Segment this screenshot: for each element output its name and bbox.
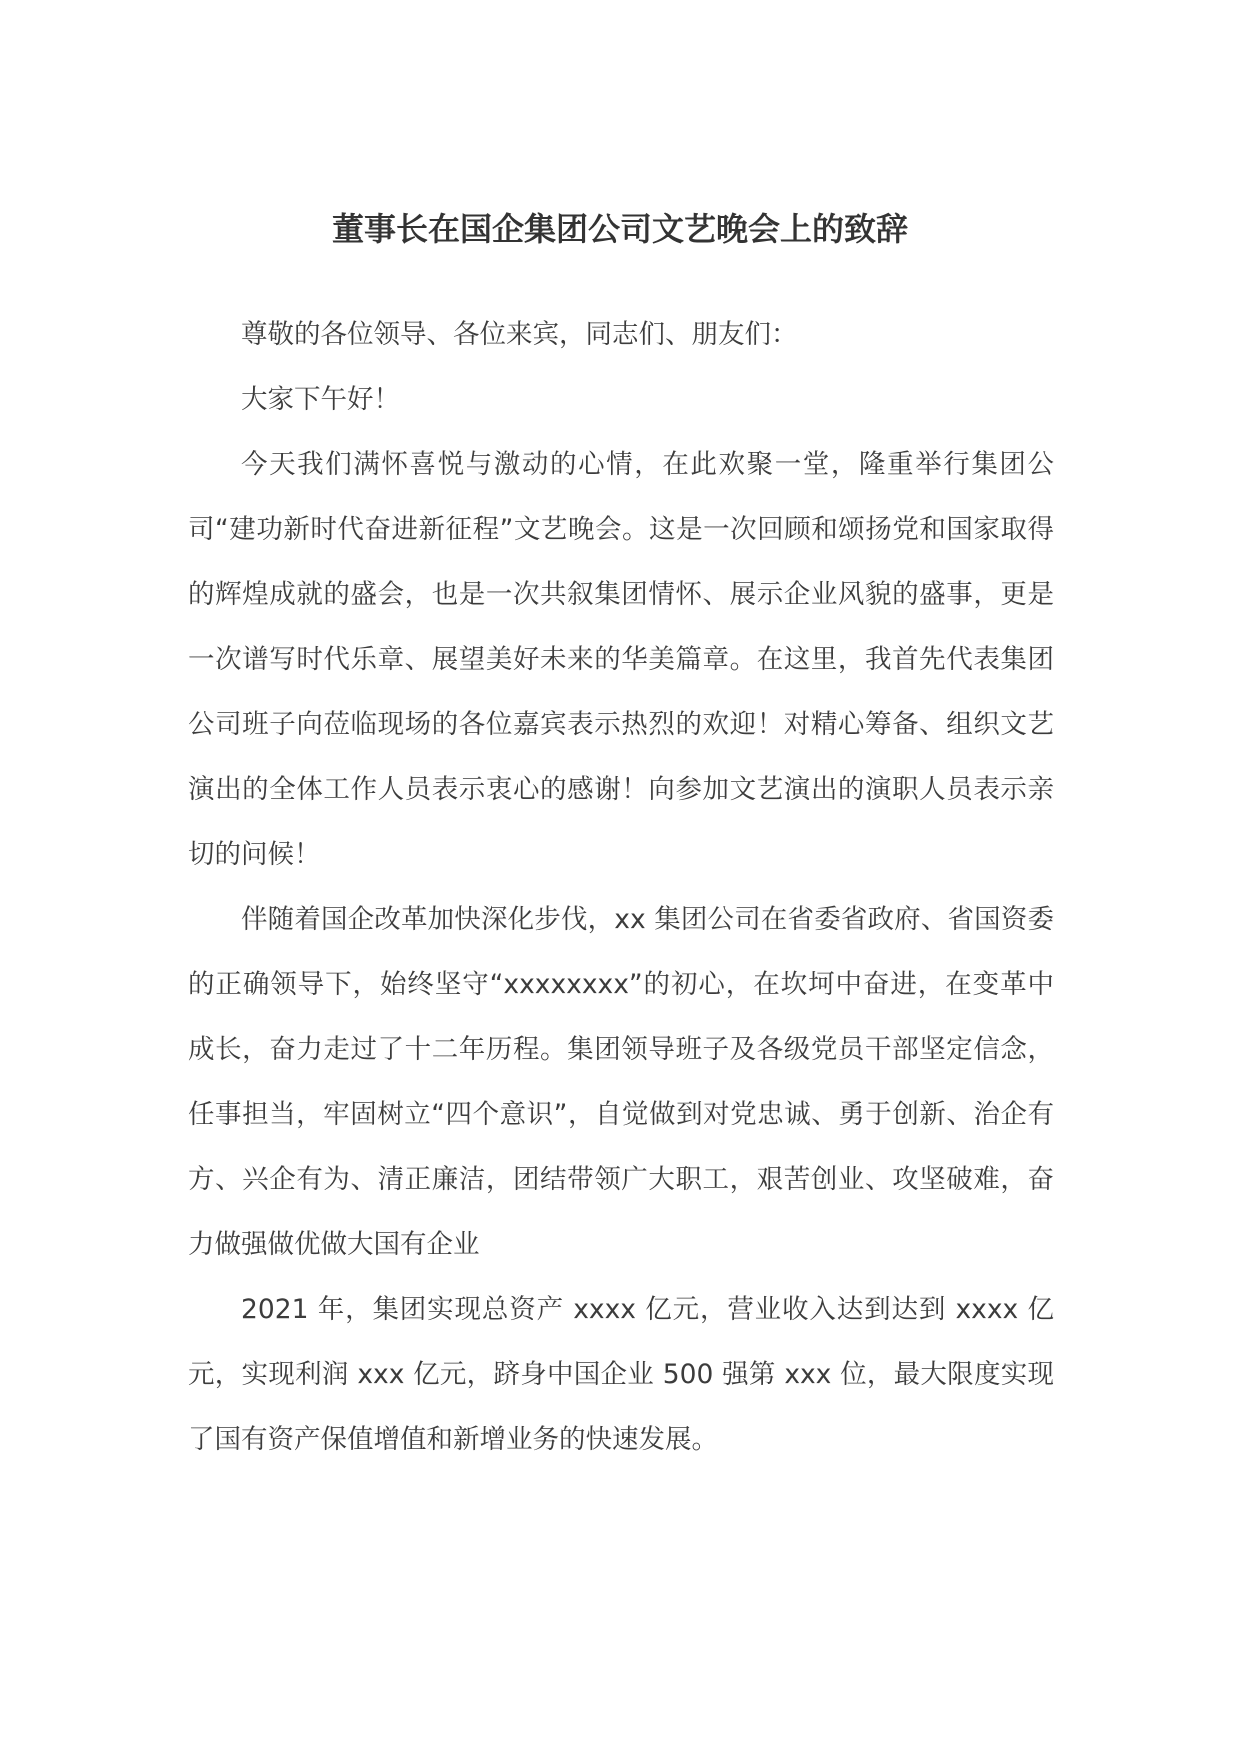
document-body bbox=[188, 302, 1054, 1472]
salutation-paragraph: 尊敬的各位领导、各位来宾，同志们、朋友们： bbox=[241, 319, 798, 350]
document-title: 董事长在国企集团公司文艺晚会上的致辞 bbox=[331, 210, 908, 248]
body-paragraph: 伴随着国企改革加快深化步伐，xx 集团公司在省委省政府、省国资委的正确领导下，始终坚守“xxxxxxxx”的初心，在坎坷中奋进，在变革中成长，奋力走过了十二年历程。集团领导班子及各级党员干部坚定信念，任事担当，牢固树立“四个意识”，自觉做到对党忠诚、勇于创新、治企有方、兴企有为、清正廉洁，团结带领广大职工，艰苦创业、攻坚破难，奋力做强做优做大国有企业 bbox=[188, 904, 1054, 1260]
body-paragraph: 今天我们满怀喜悦与激动的心情，在此欢聚一堂，隆重举行集团公司“建功新时代奋进新征程”文艺晚会。这是一次回顾和颂扬党和国家取得的辉煌成就的盛会，也是一次共叙集团情怀、展示企业风貌的盛事，更是一次谱写时代乐章、展望美好未来的华美篇章。在这里，我首先代表集团公司班子向莅临现场的各位嘉宾表示热烈的欢迎！对精心筹备、组织文艺演出的全体工作人员表示衷心的感谢！向参加文艺演出的演职人员表示亲切的问候！ bbox=[188, 449, 1054, 870]
greeting-paragraph: 大家下午好！ bbox=[241, 384, 400, 415]
body-paragraph: 2021 年，集团实现总资产 xxxx 亿元，营业收入达到达到 xxxx 亿元，实现利润 xxx 亿元，跻身中国企业 500 强第 xxx 位，最大限度实现了国有资产保值增值和新增业务的快速发展。 bbox=[188, 1294, 1054, 1455]
